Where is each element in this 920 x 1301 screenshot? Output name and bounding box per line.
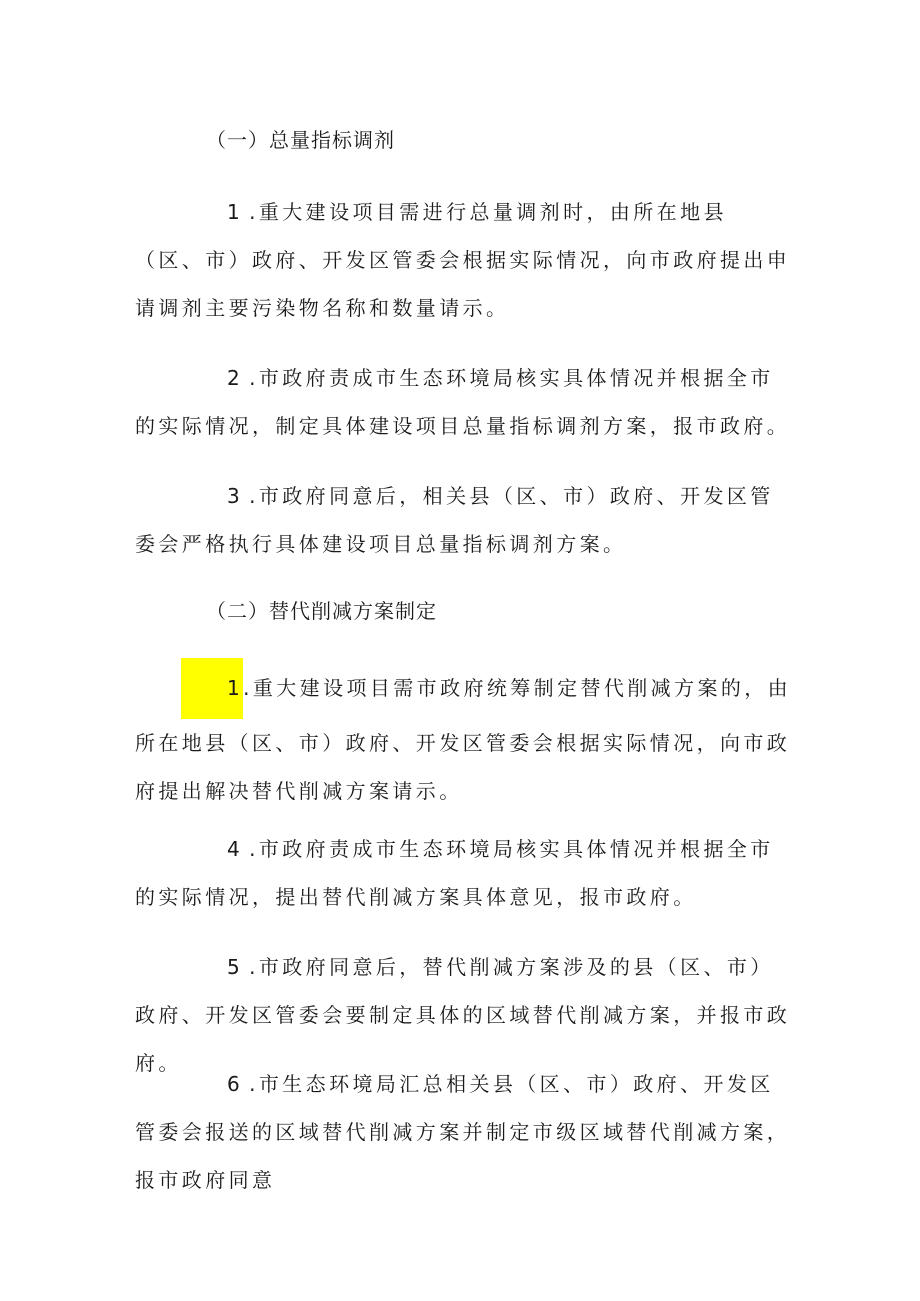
- paragraph-item-1-highlighted: [135, 658, 795, 815]
- item-text: .重大建设项目需市政府统筹制定替代削减方案的，由所在地县（区、市）政府、开发区管委会根据实际情况，向市政府提出解决替代削减方案请示。: [135, 676, 792, 803]
- item-text: .重大建设项目需进行总量调剂时，由所在地县（区、市）政府、开发区管委会根据实际情况，向市政府提出申请调剂主要污染物名称和数量请示。: [135, 200, 791, 320]
- item-text: .市政府责成市生态环境局核实具体情况并根据全市的实际情况，制定具体建设项目总量指标调剂方案，报市政府。: [135, 366, 791, 438]
- item-text: .市政府责成市生态环境局核实具体情况并根据全市的实际情况，提出替代削减方案具体意见，报市政府。: [135, 837, 774, 909]
- item-text: .市政府同意后，相关县（区、市）政府、开发区管委会严格执行具体建设项目总量指标调剂方案。: [135, 484, 774, 556]
- item-number: 4: [227, 837, 244, 861]
- paragraph-item-1: [135, 188, 795, 332]
- section-heading-replacement-plan: （二）替代削减方案制定: [206, 599, 437, 623]
- item-number: 1: [227, 200, 244, 224]
- item-text: .市政府同意后，替代削减方案涉及的县（区、市）政府、开发区管委会要制定具体的区域替代削减方案，并报市政府。: [135, 955, 791, 1075]
- highlighted-item-number: 1: [181, 658, 243, 719]
- item-number: 5: [227, 955, 244, 979]
- item-number: 6: [227, 1072, 244, 1096]
- paragraph-item-4: [135, 825, 795, 921]
- item-text: .市生态环境局汇总相关县（区、市）政府、开发区管委会报送的区域替代削减方案并制定市级区域替代削减方案，报市政府同意: [135, 1072, 791, 1192]
- item-number: 2: [227, 366, 244, 390]
- paragraph-item-6: [135, 1060, 795, 1204]
- paragraph-item-2: [135, 354, 795, 450]
- item-number: 3: [227, 484, 244, 508]
- paragraph-item-3: [135, 472, 795, 568]
- section-heading-total-quota: （一）总量指标调剂: [206, 128, 395, 152]
